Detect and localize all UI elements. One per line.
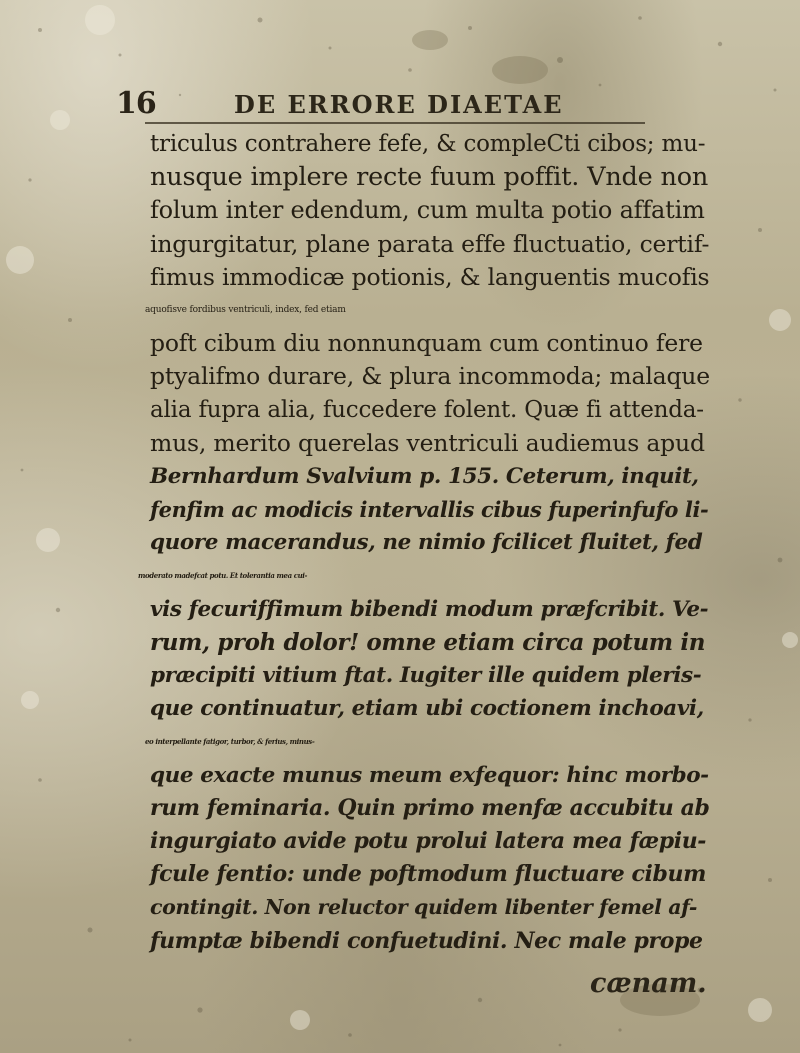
catchword: cænam. [590, 968, 707, 999]
text-line: rum feminaria. Quin primo menfæ accubitu ab [150, 794, 710, 821]
text-line: fimus immodicæ potionis, & languentis mucofis [150, 262, 710, 291]
body-text [138, 128, 710, 958]
header-rule [145, 122, 645, 124]
text-line: fcule fentio: unde poftmodum fluctuare cibum [150, 861, 706, 888]
text-line: aquofisve fordibus ventriculi, index, fed etiam [145, 304, 346, 315]
text-line: triculus contrahere fefe, & compleCti cibos; mu- [150, 131, 706, 157]
text-line: quore macerandus, ne nimio fcilicet fluitet, fed [150, 530, 703, 556]
text-line: alia fupra alia, fuccedere folent. Quæ fi attenda- [150, 396, 704, 423]
text-line: rum, proh dolor! omne etiam circa potum in [150, 628, 706, 656]
text-line: fumptæ bibendi confuetudini. Nec male prope [150, 927, 703, 954]
text-line: ptyalifmo durare, & plura incommoda; malaque [150, 362, 710, 391]
text-line: ingurgiato avide potu prolui latera mea fæpiu- [150, 827, 707, 854]
text-line: ingurgitatur, plane parata effe fluctuatio, certif- [150, 229, 710, 258]
text-line: eo interpellante fatigor, turbor, & ferius, minus- [145, 737, 315, 747]
text-line: Bernhardum Svalvium p. 155. Ceterum, inquit, [150, 463, 699, 489]
text-line: poft cibum diu nonnunquam cum continuo fere [150, 329, 703, 358]
page-header [98, 78, 658, 128]
text-line: que continuatur, etiam ubi coctionem inchoavi, [150, 696, 704, 722]
running-head: DE ERRORE DIAETAE [234, 90, 564, 119]
text-line: moderato madefcat potu. Et tolerantia mea cui- [138, 571, 308, 581]
text-line: vis fecuriffimum bibendi modum præfcribit. Ve- [150, 596, 709, 622]
text-line: præcipiti vitium ftat. Iugiter ille quidem pleris- [150, 663, 702, 688]
text-line: mus, merito querelas ventriculi audiemus apud [150, 428, 705, 457]
page-number: 16 [116, 86, 156, 121]
text-line: contingit. Non reluctor quidem libenter femel af- [150, 895, 697, 920]
text-line: nusque implere recte fuum poffit. Vnde non [150, 162, 709, 193]
text-line: que exacte munus meum exfequor: hinc morbo- [150, 762, 709, 788]
text-line: folum inter edendum, cum multa potio affatim [150, 196, 705, 225]
text-line: fenfim ac modicis intervallis cibus fuperinfufo li- [150, 497, 709, 523]
